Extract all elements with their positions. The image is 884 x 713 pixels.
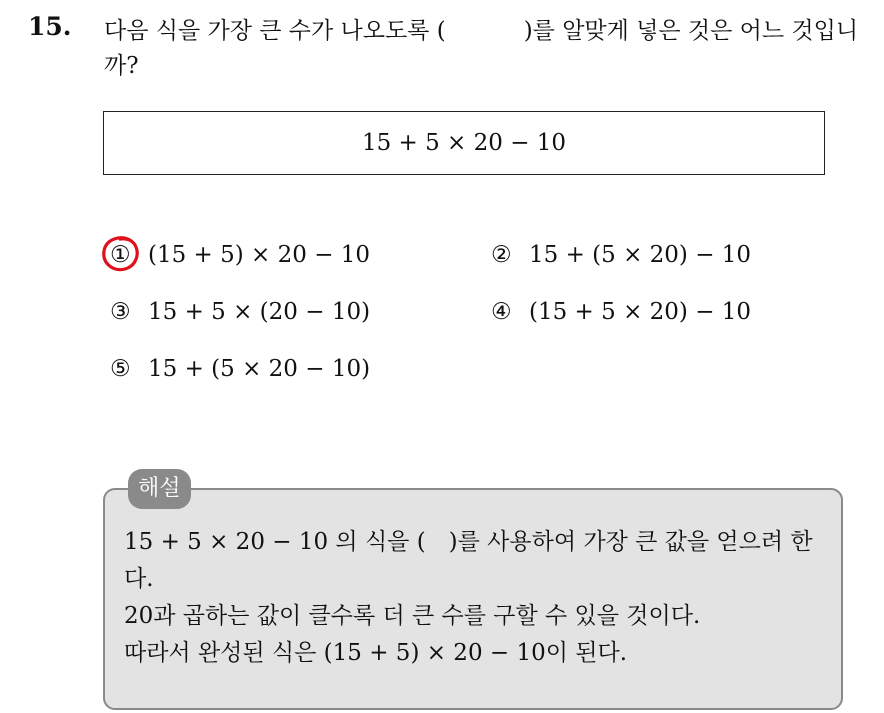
question-text-part1: 다음 식을 가장 큰 수가 나오도록 (	[104, 18, 446, 44]
choice-5-number: ⑤	[110, 356, 131, 382]
choice-4-number: ④	[491, 299, 512, 325]
choice-2[interactable]	[491, 240, 751, 270]
question-number: 15.	[28, 12, 72, 41]
expression: 15 + 5 × 20 − 10	[361, 130, 567, 156]
question-text-part2: )를 알맞게 넣은 것은 어느 것입니까?	[104, 18, 859, 79]
explanation-line-3: 따라서 완성된 식은 (15 + 5) × 20 − 10이 된다.	[124, 640, 628, 666]
choice-5-text: 15 + (5 × 20 − 10)	[148, 356, 371, 382]
choice-1[interactable]	[110, 240, 370, 270]
choice-3[interactable]	[110, 297, 370, 327]
choice-1-text: (15 + 5) × 20 − 10	[148, 242, 371, 268]
choice-4[interactable]	[491, 297, 751, 327]
explanation-tag: 해설	[128, 469, 191, 509]
explanation-line-1: 15 + 5 × 20 − 10 의 식을 ( )를 사용하여 가장 큰 값을 얻으려 한다.	[124, 529, 813, 592]
expression-box	[103, 111, 825, 175]
explanation-text	[124, 524, 829, 672]
choice-5[interactable]	[110, 354, 370, 384]
choice-2-text: 15 + (5 × 20) − 10	[529, 242, 752, 268]
choice-1-number: ①	[110, 242, 131, 268]
explanation-line-2: 20과 곱하는 값이 클수록 더 큰 수를 구할 수 있을 것이다.	[124, 603, 701, 629]
choice-3-number: ③	[110, 299, 131, 325]
question-text	[104, 14, 864, 84]
choice-4-text: (15 + 5 × 20) − 10	[529, 299, 752, 325]
choice-2-number: ②	[491, 242, 512, 268]
choice-3-text: 15 + 5 × (20 − 10)	[148, 299, 371, 325]
